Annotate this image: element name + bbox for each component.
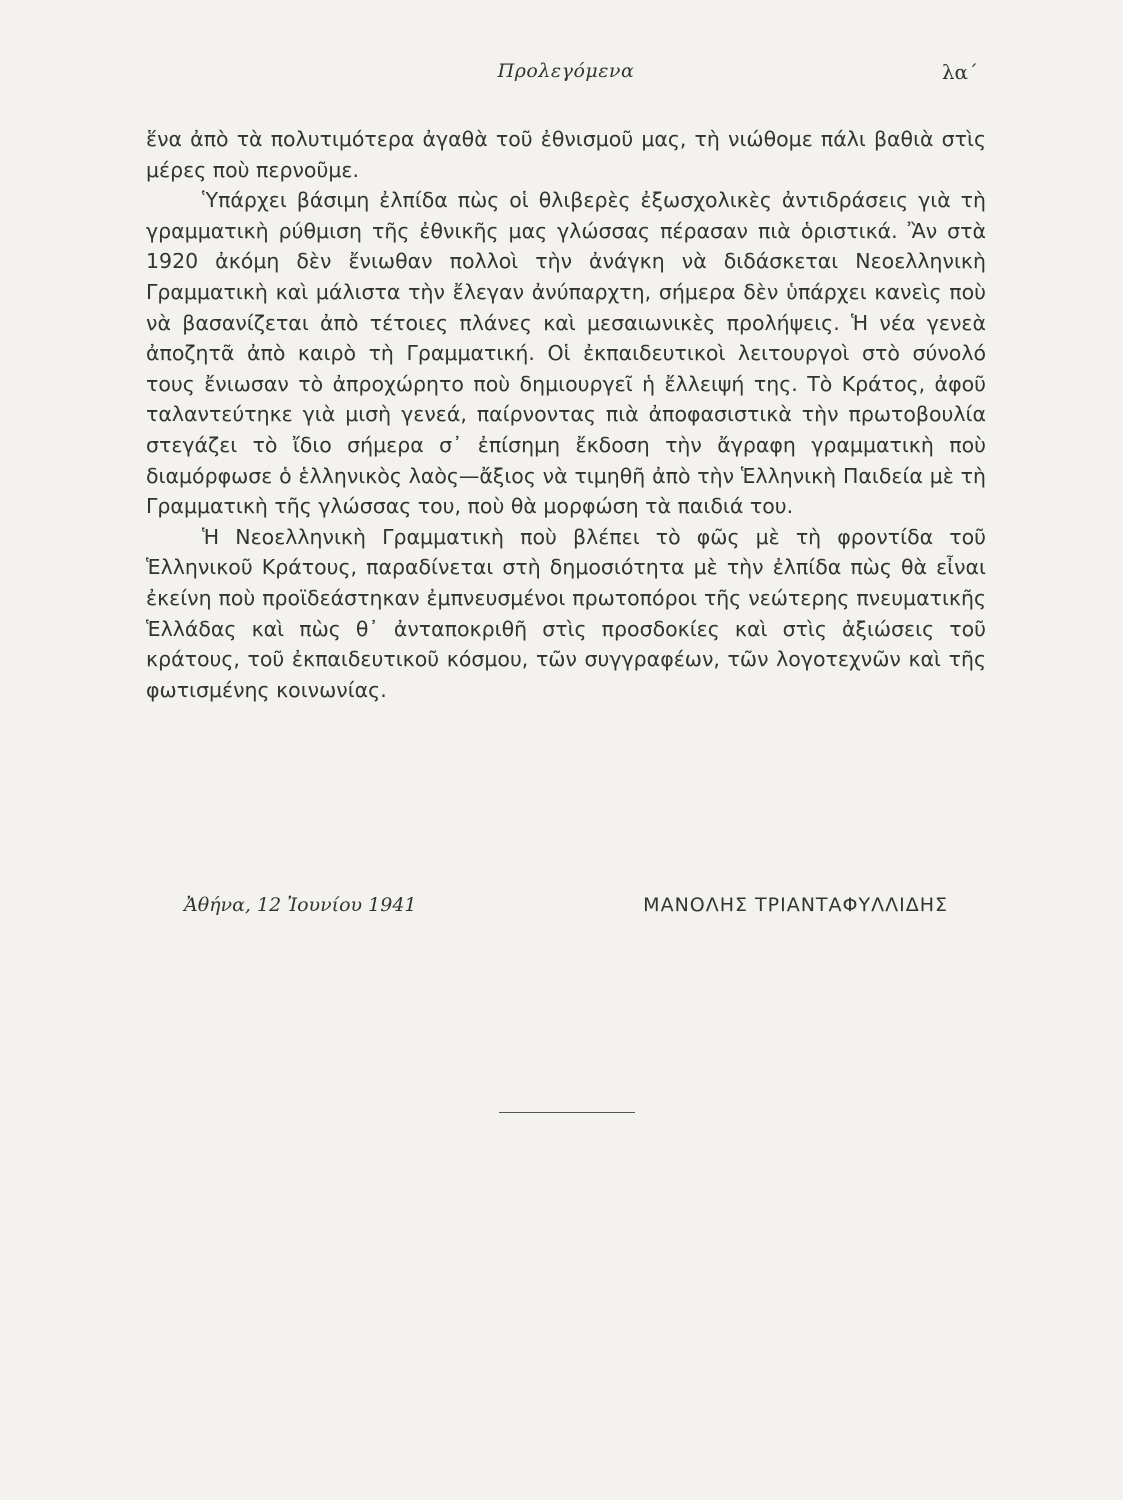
signature-author: ΜΑΝΟΛΗΣ ΤΡΙΑΝΤΑΦΥΛΛΙΔΗΣ [643,894,948,916]
signature-place-date: Ἀθήνα, 12 Ἰουνίου 1941 [184,894,417,916]
running-head [146,60,986,94]
running-title: Προλεγόμενα [497,60,635,82]
signature-row [146,894,986,928]
end-rule-divider [499,1112,635,1113]
page-number: λα΄ [941,60,978,84]
paragraph-grammar-reform: Ὑπάρχει βάσιμη ἐλπίδα πὼς οἱ θλιβερὲς ἐξωσχολικὲς ἀντιδράσεις γιὰ τὴ γραμματικὴ ρύθμιση τῆς ἐθνικῆς μας γλώσσας πέρασαν πιὰ ὁριστικά. Ἂν στὰ 1920 ἀκόμη δὲν ἔνιωθαν πολλοὶ τὴν ἀνάγκη νὰ διδάσκεται Νεοελληνικὴ Γραμματικὴ καὶ μάλιστα τὴν ἔλεγαν ἀνύπαρχτη, σήμερα δὲν ὑπάρχει κανεὶς ποὺ νὰ βασανίζεται ἀπὸ τέτοιες πλάνες καὶ μεσαιωνικὲς προλήψεις. Ἡ νέα γενεὰ ἀποζητᾶ ἀπὸ καιρὸ τὴ Γραμματική. Οἱ ἐκπαιδευτικοὶ λειτουργοὶ στὸ σύνολό τους ἔνιωσαν τὸ ἀπροχώρητο ποὺ δημιουργεῖ ἡ ἔλλειψή της. Τὸ Κράτος, ἀφοῦ ταλαντεύτηκε γιὰ μισὴ γενεά, παίρνοντας πιὰ ἀποφασιστικὰ τὴν πρωτοβουλία στεγάζει τὸ ἴδιο σήμερα σ᾿ ἐπίσημη ἔκδοση τὴν ἄγραφη γραμματικὴ ποὺ διαμόρφωσε ὁ ἑλληνικὸς λαὸς—ἄξιος νὰ τιμηθῆ ἀπὸ τὴν Ἑλληνικὴ Παιδεία μὲ τὴ Γραμματικὴ τῆς γλώσσας του, ποὺ θὰ μορφώση τὰ παιδιά του. [146,188,986,519]
paragraph-continuation: ἕνα ἀπὸ τὰ πολυτιμότερα ἀγαθὰ τοῦ ἐθνισμοῦ μας, τὴ νιώθομε πάλι βαθιὰ στὶς μέρες ποὺ περνοῦμε. [146,127,986,182]
body-text [146,124,986,705]
paragraph-publication: Ἡ Νεοελληνικὴ Γραμματικὴ ποὺ βλέπει τὸ φῶς μὲ τὴ φροντίδα τοῦ Ἑλληνικοῦ Κράτους, παραδίνεται στὴ δημοσιότητα μὲ τὴν ἐλπίδα πὼς θὰ εἶναι ἐκείνη ποὺ προϊδεάστηκαν ἐμπνευσμένοι πρωτοπόροι τῆς νεώτερης πνευματικῆς Ἑλλάδας καὶ πὼς θ᾿ ἀνταποκριθῆ στὶς προσδοκίες καὶ στὶς ἀξιώσεις τοῦ κράτους, τοῦ ἐκπαιδευτικοῦ κόσμου, τῶν συγγραφέων, τῶν λογοτεχνῶν καὶ τῆς φωτισμένης κοινωνίας. [146,524,986,702]
